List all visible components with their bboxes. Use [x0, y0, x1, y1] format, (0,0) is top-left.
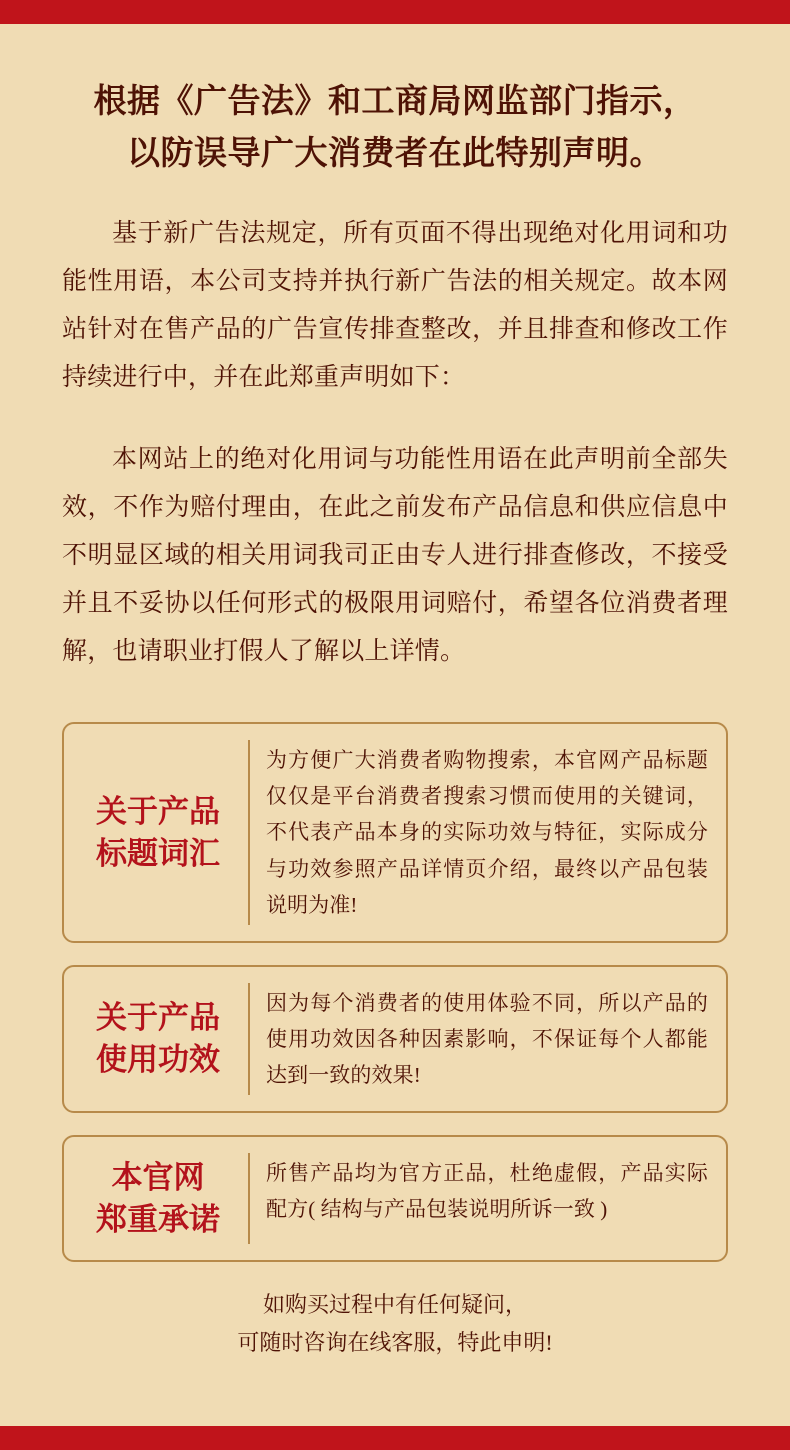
page-title [62, 24, 728, 180]
statement-card-title [74, 1153, 250, 1244]
disclaimer-panel [0, 24, 790, 1426]
page-title-line-2: 以防误导广大消费者在此特别声明。 [127, 136, 663, 173]
statement-card-title [74, 740, 250, 925]
statement-card-title-line-2: 标题词汇 [96, 835, 220, 871]
statement-paragraph-2: 本网站上的绝对化用词与功能性用语在此声明前全部失效，不作为赔付理由，在此之前发布产品信息和供应信息中不明显区域的相关用词我司正由专人进行排查修改，不接受并且不妥协以任何形式的极限用词赔付，希望各位消费者理解，也请职业打假人了解以上详情。 [62, 446, 728, 666]
page-title-line-1: 根据《广告法》和工商局网监部门指示， [93, 84, 697, 120]
statement-card-title-line-2: 郑重承诺 [96, 1201, 220, 1237]
footer-note-line-2: 可随时咨询在线客服，特此申明! [237, 1329, 553, 1355]
statement-card-body: 为方便广大消费者购物搜索，本官网产品标题仅仅是平台消费者搜索习惯而使用的关键词，不代表产品本身的实际功效与特征，实际成分与功效参照产品详情页介绍，最终以产品包装说明为准! [266, 748, 708, 917]
statement-card-body: 因为每个消费者的使用体验不同，所以产品的使用功效因各种因素影响，不保证每个人都能达到一致的效果! [266, 990, 708, 1088]
statement-card-title-line-2: 使用功效 [96, 1041, 220, 1077]
statement-card-product-title [62, 722, 728, 943]
footer-note [62, 1286, 728, 1361]
statement-card-title-line-1: 本官网 [111, 1160, 205, 1196]
statement-card-list [62, 722, 728, 1262]
statement-card-title-line-1: 关于产品 [96, 793, 220, 829]
footer-note-line-1: 如购买过程中有任何疑问， [262, 1292, 527, 1318]
statement-card-title [74, 983, 250, 1095]
bottom-red-band [0, 1426, 790, 1450]
statement-card-body: 所售产品均为官方正品，杜绝虚假，产品实际配方( 结构与产品包装说明所诉一致 ) [266, 1161, 708, 1222]
statement-card-product-effect [62, 965, 728, 1113]
statement-card-title-line-1: 关于产品 [96, 1000, 220, 1036]
top-red-band [0, 0, 790, 24]
statement-card-official-promise [62, 1135, 728, 1262]
statement-paragraph-1: 基于新广告法规定，所有页面不得出现绝对化用词和功能性用语，本公司支持并执行新广告法的相关规定。故本网站针对在售产品的广告宣传排查整改，并且排查和修改工作持续进行中，并在此郑重声明如下： [62, 220, 728, 392]
